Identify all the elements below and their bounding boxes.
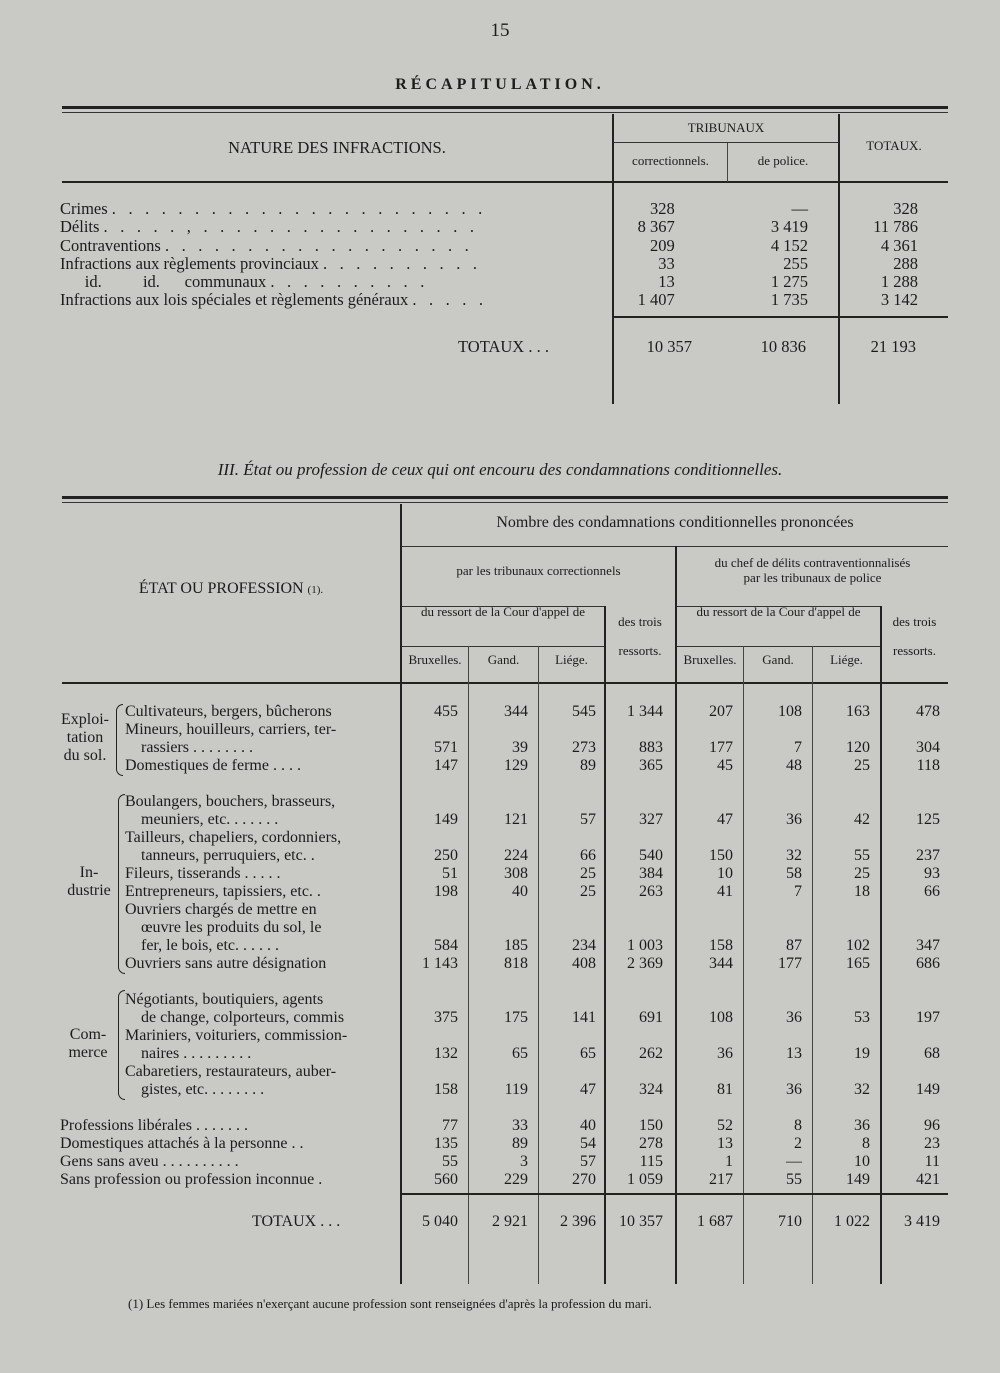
cell-bxl-police: 108 xyxy=(709,1009,733,1026)
recap-row-dots: . . . . . . . . . . xyxy=(323,254,482,273)
cell-liege-police: 25 xyxy=(854,757,870,774)
cell-trois-corr: 1 344 xyxy=(627,703,663,720)
cell-liege-police: 163 xyxy=(846,703,870,720)
recap-cell-total: 328 xyxy=(893,199,918,218)
cell-bxl-corr: 250 xyxy=(434,847,458,864)
cell-bxl-police: 45 xyxy=(717,757,733,774)
total-bxl-police: 1 687 xyxy=(697,1213,733,1230)
label-cabaretiers-1: Cabaretiers, restaurateurs, auber- xyxy=(125,1063,337,1080)
label-ouvriers-1: Ouvriers chargés de mettre en xyxy=(125,901,317,918)
cell-liege-corr: 270 xyxy=(572,1171,596,1188)
cell-bxl-corr: 1 143 xyxy=(422,955,458,972)
cell-bxl-corr: 455 xyxy=(434,703,458,720)
category-industrie xyxy=(58,864,120,900)
prof-header-chef-line1: du chef de délits contraventionnalisés xyxy=(714,555,911,570)
label-mineurs-2: rassiers . . . . . . . . xyxy=(141,739,253,756)
cell-liege-corr: 89 xyxy=(580,757,596,774)
label-domestiques-ferme: Domestiques de ferme . . . . xyxy=(125,757,301,774)
recap-cell-police: 255 xyxy=(783,253,808,273)
cell-trois-police: 96 xyxy=(924,1117,940,1134)
cell-gand-corr: 3 xyxy=(520,1153,528,1170)
recap-row-label: id. id. communaux xyxy=(60,273,267,292)
cell-liege-police: 36 xyxy=(854,1117,870,1134)
cell-bxl-corr: 147 xyxy=(434,757,458,774)
recap-header-totaux: TOTAUX. xyxy=(866,138,922,153)
cell-bxl-police: 207 xyxy=(709,703,733,720)
recap-row xyxy=(60,218,948,236)
cell-gand-police: 2 xyxy=(794,1135,802,1152)
cell-bxl-police: 36 xyxy=(717,1045,733,1062)
label-tailleurs-1: Tailleurs, chapeliers, cordonniers, xyxy=(125,829,342,846)
cell-gand-corr: 308 xyxy=(504,865,528,882)
cell-trois-police: 118 xyxy=(916,757,940,774)
label-negotiants-2: de change, colporteurs, commis xyxy=(141,1009,345,1026)
cell-gand-police: 55 xyxy=(786,1171,802,1188)
cell-trois-corr: 384 xyxy=(639,865,663,882)
recap-row-dots: . . . . . . . . . . . . . . . . . . . . . . . xyxy=(111,200,487,218)
recap-header-correctionnels: correctionnels. xyxy=(632,153,709,168)
category-commerce-line-1: Com- xyxy=(69,1026,107,1043)
cell-trois-corr: 1 003 xyxy=(627,937,663,954)
cell-bxl-corr: 135 xyxy=(434,1135,458,1152)
recap-cell-police: — xyxy=(791,199,808,218)
cell-trois-police: 125 xyxy=(916,811,940,828)
cell-gand-police: 13 xyxy=(786,1045,802,1062)
cell-bxl-police: 1 xyxy=(725,1153,733,1170)
cell-bxl-police: 52 xyxy=(717,1117,733,1134)
cell-trois-corr: 324 xyxy=(639,1081,663,1098)
prof-header-gand-1: Gand. xyxy=(487,652,520,667)
cell-trois-corr: 262 xyxy=(639,1045,663,1062)
cell-bxl-corr: 375 xyxy=(434,1009,458,1026)
cell-bxl-corr: 158 xyxy=(434,1081,458,1098)
cell-liege-corr: 66 xyxy=(580,847,596,864)
recap-header-nature: NATURE DES INFRACTIONS. xyxy=(228,138,446,157)
label-tailleurs-2: tanneurs, perruquiers, etc. . xyxy=(141,847,315,864)
cell-bxl-corr: 198 xyxy=(434,883,458,900)
cell-trois-corr: 263 xyxy=(639,883,663,900)
prof-header-par-corr: par les tribunaux correctionnels xyxy=(456,563,621,578)
cell-liege-police: 102 xyxy=(846,937,870,954)
cell-liege-police: 55 xyxy=(854,847,870,864)
cell-trois-corr: 150 xyxy=(639,1117,663,1134)
recap-row xyxy=(60,291,948,309)
cell-liege-corr: 408 xyxy=(572,955,596,972)
cell-trois-corr: 327 xyxy=(639,811,663,828)
recap-row-label: Infractions aux lois spéciales et règlements généraux xyxy=(60,291,409,310)
cell-gand-corr: 89 xyxy=(512,1135,528,1152)
recap-row-dots: . . . . . . . . . . xyxy=(270,273,429,292)
recap-totals-label: TOTAUX . . . xyxy=(458,337,549,356)
cell-gand-police: 58 xyxy=(786,865,802,882)
recap-totals-police: 10 836 xyxy=(760,337,806,356)
prof-header-liege-2: Liége. xyxy=(830,652,863,667)
cell-gand-corr: 185 xyxy=(504,937,528,954)
cell-gand-police: 36 xyxy=(786,811,802,828)
cell-bxl-corr: 149 xyxy=(434,811,458,828)
cell-liege-corr: 65 xyxy=(580,1045,596,1062)
cell-liege-corr: 273 xyxy=(572,739,596,756)
recap-row-label: Infractions aux règlements provinciaux xyxy=(60,254,319,273)
category-industrie-line-1: In- xyxy=(79,864,99,881)
prof-header-trois-2a: des trois xyxy=(892,614,937,629)
label-negotiants-1: Négotiants, boutiquiers, agents xyxy=(125,991,324,1008)
prof-header-trois-1b: ressorts. xyxy=(618,643,662,658)
recap-cell-corr: 33 xyxy=(658,253,675,273)
cell-bxl-police: 177 xyxy=(709,739,733,756)
cell-gand-corr: 40 xyxy=(512,883,528,900)
prof-header-gand-2: Gand. xyxy=(762,652,794,667)
cell-gand-police: 32 xyxy=(786,847,802,864)
category-exploitation-line-1: Exploi- xyxy=(61,711,109,728)
cell-liege-police: 42 xyxy=(854,811,870,828)
cell-liege-corr: 234 xyxy=(572,937,596,954)
label-boulangers-1: Boulangers, bouchers, brasseurs, xyxy=(125,793,336,810)
recap-row xyxy=(60,255,948,273)
recap-row-label: Délits xyxy=(60,218,100,237)
cell-bxl-corr: 55 xyxy=(442,1153,458,1170)
cell-gand-police: 7 xyxy=(794,883,802,900)
cell-bxl-corr: 584 xyxy=(434,937,458,954)
label-cabaretiers-2: gistes, etc. . . . . . . . xyxy=(141,1081,265,1098)
cell-trois-police: 93 xyxy=(924,865,940,882)
cell-bxl-police: 10 xyxy=(717,865,733,882)
cell-gand-corr: 121 xyxy=(504,811,528,828)
cell-liege-police: 19 xyxy=(854,1045,870,1062)
label-sans-profession: Sans profession ou profession inconnue . xyxy=(60,1171,323,1188)
cell-liege-police: 18 xyxy=(854,883,870,900)
label-ouvriers-2: œuvre les produits du sol, le xyxy=(141,919,322,936)
cell-bxl-police: 344 xyxy=(709,955,733,972)
cell-liege-police: 149 xyxy=(846,1171,870,1188)
recap-totals-corr: 10 357 xyxy=(646,337,692,356)
cell-gand-police: 7 xyxy=(794,739,802,756)
total-gand-corr: 2 921 xyxy=(492,1213,528,1230)
cell-liege-corr: 54 xyxy=(580,1135,596,1152)
prof-header-nombre: Nombre des condamnations conditionnelles prononcées xyxy=(496,514,854,531)
prof-header-chef-line2: par les tribunaux de police xyxy=(743,570,882,585)
cell-trois-police: 197 xyxy=(916,1009,940,1026)
cell-liege-corr: 47 xyxy=(580,1081,596,1098)
cell-liege-corr: 40 xyxy=(580,1117,596,1134)
recap-cell-police: 3 419 xyxy=(770,217,808,237)
recap-row xyxy=(60,273,948,291)
prof-header-trois-1a: des trois xyxy=(618,614,662,629)
cell-trois-police: 149 xyxy=(916,1081,940,1098)
cell-liege-police: 8 xyxy=(862,1135,870,1152)
recap-cell-corr: 328 xyxy=(649,199,675,218)
cell-trois-police: 421 xyxy=(916,1171,940,1188)
cell-liege-police: 165 xyxy=(846,955,870,972)
cell-gand-corr: 129 xyxy=(504,757,528,774)
cell-gand-police: 8 xyxy=(794,1117,802,1134)
cell-gand-police: 48 xyxy=(786,757,802,774)
label-cultivateurs: Cultivateurs, bergers, bûcherons xyxy=(125,703,332,720)
cell-bxl-corr: 571 xyxy=(434,739,458,756)
prof-header-bruxelles-2: Bruxelles. xyxy=(683,652,737,667)
prof-header-etat xyxy=(62,580,400,598)
cell-bxl-police: 41 xyxy=(717,883,733,900)
cell-gand-police: 177 xyxy=(778,955,802,972)
cell-trois-police: 11 xyxy=(924,1153,940,1170)
cell-liege-corr: 57 xyxy=(580,1153,596,1170)
cell-trois-police: 23 xyxy=(924,1135,940,1152)
total-liege-police: 1 022 xyxy=(834,1213,870,1230)
label-mineurs-1: Mineurs, houilleurs, carriers, ter- xyxy=(125,721,337,738)
label-ouvriers-3: fer, le bois, etc. . . . . . xyxy=(141,937,279,954)
cell-gand-corr: 224 xyxy=(504,847,528,864)
label-mariniers-1: Mariniers, voituriers, commission- xyxy=(125,1027,348,1044)
cell-gand-corr: 229 xyxy=(504,1171,528,1188)
total-liege-corr: 2 396 xyxy=(560,1213,596,1230)
cell-bxl-police: 150 xyxy=(709,847,733,864)
recap-cell-total: 4 361 xyxy=(880,235,918,255)
recap-cell-total: 3 142 xyxy=(880,290,918,310)
category-commerce xyxy=(62,1026,114,1062)
prof-header-etat-text: ÉTAT OU PROFESSION xyxy=(138,580,304,597)
prof-header-ressort-2: du ressort de la Cour d'appel de xyxy=(696,604,861,619)
cell-trois-corr: 691 xyxy=(639,1009,663,1026)
cell-trois-corr: 278 xyxy=(639,1135,663,1152)
cell-gand-police: 36 xyxy=(786,1009,802,1026)
total-bxl-corr: 5 040 xyxy=(422,1213,458,1230)
recap-row xyxy=(60,237,948,255)
label-ouvriers-sans: Ouvriers sans autre désignation xyxy=(125,955,327,972)
label-mariniers-2: naires . . . . . . . . . xyxy=(141,1045,252,1062)
total-gand-police: 710 xyxy=(778,1213,802,1230)
cell-liege-police: 10 xyxy=(854,1153,870,1170)
cell-liege-police: 120 xyxy=(846,739,870,756)
recap-header-tribunaux: TRIBUNAUX xyxy=(687,120,765,135)
recap-row xyxy=(60,200,948,218)
prof-header-liege-1: Liége. xyxy=(555,652,588,667)
cell-liege-police: 53 xyxy=(854,1009,870,1026)
cell-trois-corr: 2 369 xyxy=(627,955,663,972)
page-number: 15 xyxy=(490,20,510,41)
category-exploitation-line-3: du sol. xyxy=(63,747,107,764)
recap-title: RÉCAPITULATION. xyxy=(395,76,605,93)
label-liberales: Professions libérales . . . . . . . xyxy=(60,1117,248,1134)
recap-row-dots: . . . . . . . . . . . . . . . . . . . xyxy=(164,236,473,255)
cell-liege-police: 25 xyxy=(854,865,870,882)
cell-gand-corr: 33 xyxy=(512,1117,528,1134)
cell-trois-corr: 883 xyxy=(639,739,663,756)
cell-liege-police: 32 xyxy=(854,1081,870,1098)
prof-header-bruxelles-1: Bruxelles. xyxy=(408,652,462,667)
recap-cell-corr: 1 407 xyxy=(637,290,675,310)
recap-totals-total: 21 193 xyxy=(870,337,916,356)
cell-trois-corr: 115 xyxy=(639,1153,663,1170)
recap-row-dots: . . . . . , . . . . . . . . . . . . . . . . . xyxy=(103,218,479,237)
label-sans-aveu: Gens sans aveu . . . . . . . . . . xyxy=(60,1153,239,1170)
recap-cell-corr: 209 xyxy=(649,235,675,255)
recap-cell-total: 1 288 xyxy=(880,272,918,292)
total-trois-police: 3 419 xyxy=(904,1213,940,1230)
cell-bxl-police: 47 xyxy=(717,811,733,828)
recap-row-label: Crimes xyxy=(60,200,108,218)
cell-bxl-corr: 560 xyxy=(434,1171,458,1188)
cell-trois-police: 68 xyxy=(924,1045,940,1062)
category-exploitation xyxy=(58,711,112,765)
cell-bxl-police: 217 xyxy=(709,1171,733,1188)
cell-liege-corr: 545 xyxy=(572,703,596,720)
cell-gand-police: — xyxy=(786,1153,802,1170)
cell-bxl-corr: 51 xyxy=(442,865,458,882)
total-trois-corr: 10 357 xyxy=(619,1213,663,1230)
prof-header-trois-2b: ressorts. xyxy=(893,643,936,658)
cell-gand-corr: 119 xyxy=(504,1081,528,1098)
recap-row-label: Contraventions xyxy=(60,236,161,255)
cell-gand-corr: 65 xyxy=(512,1045,528,1062)
recap-header-police: de police. xyxy=(757,153,809,168)
section3-title: III. État ou profession de ceux qui ont encouru des condamnations conditionnelles. xyxy=(217,460,783,479)
cell-trois-police: 478 xyxy=(916,703,940,720)
cell-trois-police: 66 xyxy=(924,883,940,900)
cell-bxl-police: 158 xyxy=(709,937,733,954)
recap-cell-total: 11 786 xyxy=(873,217,918,237)
label-boulangers-2: meuniers, etc. . . . . . . xyxy=(141,811,279,828)
recap-rows xyxy=(60,200,948,310)
cell-gand-corr: 175 xyxy=(504,1009,528,1026)
label-domestiques-personne: Domestiques attachés à la personne . . xyxy=(60,1135,304,1152)
cell-trois-corr: 365 xyxy=(639,757,663,774)
cell-gand-corr: 818 xyxy=(504,955,528,972)
label-entrepreneurs: Entrepreneurs, tapissiers, etc. . xyxy=(125,883,321,900)
recap-cell-police: 1 275 xyxy=(770,272,808,292)
cell-gand-police: 36 xyxy=(786,1081,802,1098)
cell-bxl-police: 13 xyxy=(717,1135,733,1152)
recap-cell-police: 4 152 xyxy=(770,235,808,255)
category-industrie-line-2: dustrie xyxy=(67,882,111,899)
recap-cell-police: 1 735 xyxy=(770,290,808,310)
prof-totals-label: TOTAUX . . . xyxy=(252,1213,341,1230)
recap-cell-total: 288 xyxy=(893,253,918,273)
category-commerce-line-2: merce xyxy=(68,1044,108,1061)
cell-gand-corr: 39 xyxy=(512,739,528,756)
footnote: (1) Les femmes mariées n'exerçant aucune profession sont renseignées d'après la profession du mari. xyxy=(128,1296,652,1311)
cell-trois-police: 237 xyxy=(916,847,940,864)
cell-bxl-corr: 132 xyxy=(434,1045,458,1062)
recap-cell-corr: 8 367 xyxy=(637,217,675,237)
cell-trois-police: 347 xyxy=(916,937,940,954)
cell-trois-corr: 540 xyxy=(639,847,663,864)
recap-cell-corr: 13 xyxy=(658,272,675,292)
cell-trois-police: 686 xyxy=(916,955,940,972)
cell-liege-corr: 141 xyxy=(572,1009,596,1026)
recap-row-dots: . . . . . xyxy=(412,291,488,310)
label-fileurs: Fileurs, tisserands . . . . . xyxy=(125,865,281,882)
cell-liege-corr: 25 xyxy=(580,865,596,882)
cell-liege-corr: 25 xyxy=(580,883,596,900)
prof-header-ressort-1: du ressort de la Cour d'appel de xyxy=(420,604,586,619)
cell-trois-police: 304 xyxy=(916,739,940,756)
cell-trois-corr: 1 059 xyxy=(627,1171,663,1188)
cell-bxl-police: 81 xyxy=(717,1081,733,1098)
cell-gand-police: 87 xyxy=(786,937,802,954)
cell-gand-corr: 344 xyxy=(504,703,528,720)
cell-gand-police: 108 xyxy=(778,703,802,720)
category-exploitation-line-2: tation xyxy=(66,729,104,746)
prof-header-note-ref: (1). xyxy=(307,584,324,596)
cell-liege-corr: 57 xyxy=(580,811,596,828)
cell-bxl-corr: 77 xyxy=(442,1117,458,1134)
